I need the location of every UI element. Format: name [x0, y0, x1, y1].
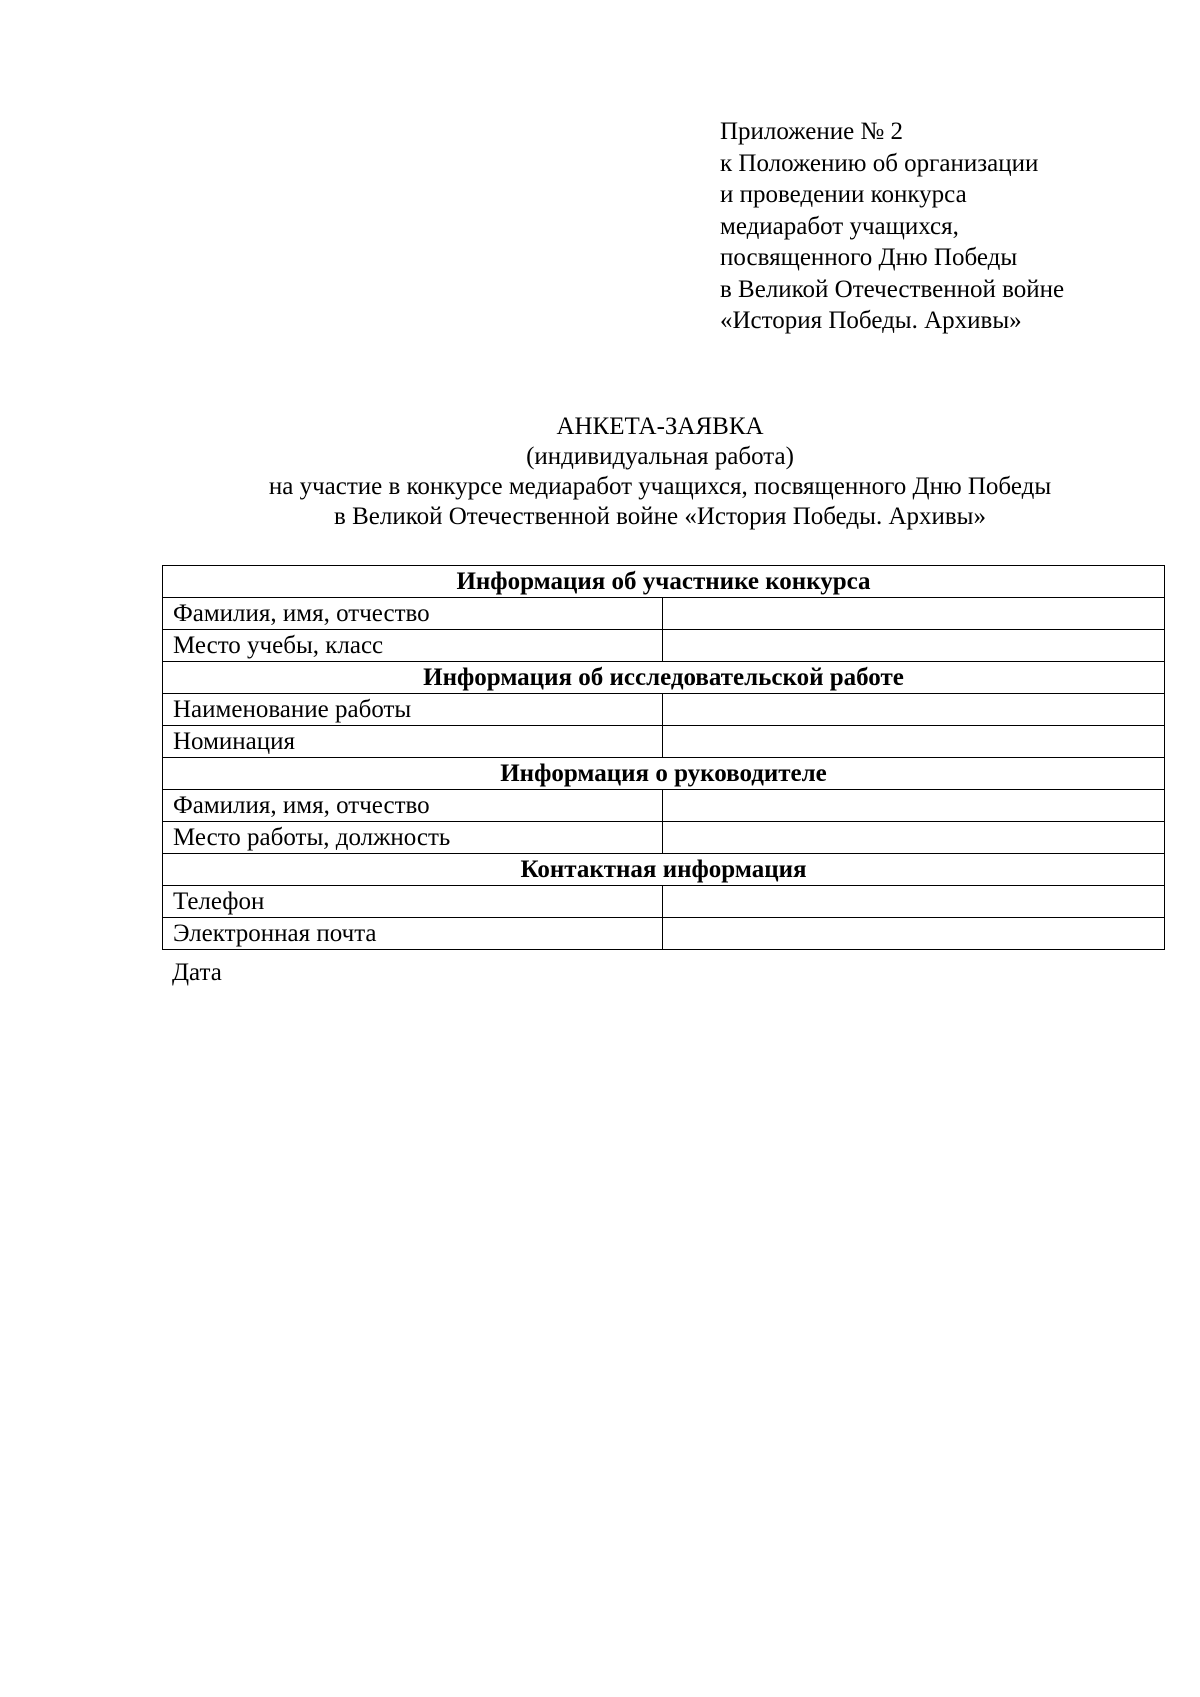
heading-line-2: в Великой Отечественной войне «История Победы. Архивы»	[334, 503, 986, 530]
field-label: Фамилия, имя, отчество	[163, 598, 663, 630]
appendix-line: и проведении конкурса	[720, 181, 967, 208]
nomination-field[interactable]	[663, 726, 1165, 758]
table-row	[163, 630, 1165, 662]
document-heading	[0, 412, 1200, 532]
section-title-contacts: Контактная информация	[163, 854, 1165, 886]
date-label: Дата	[172, 959, 222, 986]
field-label: Фамилия, имя, отчество	[163, 790, 663, 822]
supervisor-workplace-position-field[interactable]	[663, 822, 1165, 854]
email-field[interactable]	[663, 918, 1165, 950]
table-row	[163, 886, 1165, 918]
participant-school-class-field[interactable]	[663, 630, 1165, 662]
section-header-row	[163, 566, 1165, 598]
appendix-note	[720, 116, 1160, 337]
section-header-row	[163, 662, 1165, 694]
work-title-field[interactable]	[663, 694, 1165, 726]
appendix-line: медиаработ учащихся,	[720, 212, 959, 240]
appendix-line: в Великой Отечественной войне	[720, 275, 1065, 303]
application-form-table	[162, 565, 1165, 950]
participant-full-name-field[interactable]	[663, 598, 1165, 630]
table-row	[163, 726, 1165, 758]
phone-field[interactable]	[663, 886, 1165, 918]
section-title-participant: Информация об участнике конкурса	[163, 566, 1165, 598]
appendix-line: посвященного Дню Победы	[720, 244, 1018, 271]
field-label: Телефон	[163, 886, 663, 918]
document-title: АНКЕТА-ЗАЯВКА	[556, 413, 764, 440]
field-label: Наименование работы	[163, 694, 663, 726]
table-row	[163, 694, 1165, 726]
table-row	[163, 918, 1165, 950]
section-header-row	[163, 854, 1165, 886]
section-header-row	[163, 758, 1165, 790]
document-subtitle: (индивидуальная работа)	[526, 443, 794, 470]
field-label: Электронная почта	[163, 918, 663, 950]
heading-line-1: на участие в конкурсе медиаработ учащихся, посвященного Дню Победы	[268, 473, 1052, 500]
supervisor-full-name-field[interactable]	[663, 790, 1165, 822]
table-row	[163, 598, 1165, 630]
field-label: Место работы, должность	[163, 822, 663, 854]
table-row	[163, 822, 1165, 854]
appendix-line: «История Победы. Архивы»	[720, 307, 1022, 334]
appendix-line: к Положению об организации	[720, 149, 1039, 177]
field-label: Место учебы, класс	[163, 630, 663, 662]
section-title-research-work: Информация об исследовательской работе	[163, 662, 1165, 694]
table-row	[163, 790, 1165, 822]
appendix-line: Приложение № 2	[720, 118, 904, 145]
section-title-supervisor: Информация о руководителе	[163, 758, 1165, 790]
field-label: Номинация	[163, 726, 663, 758]
